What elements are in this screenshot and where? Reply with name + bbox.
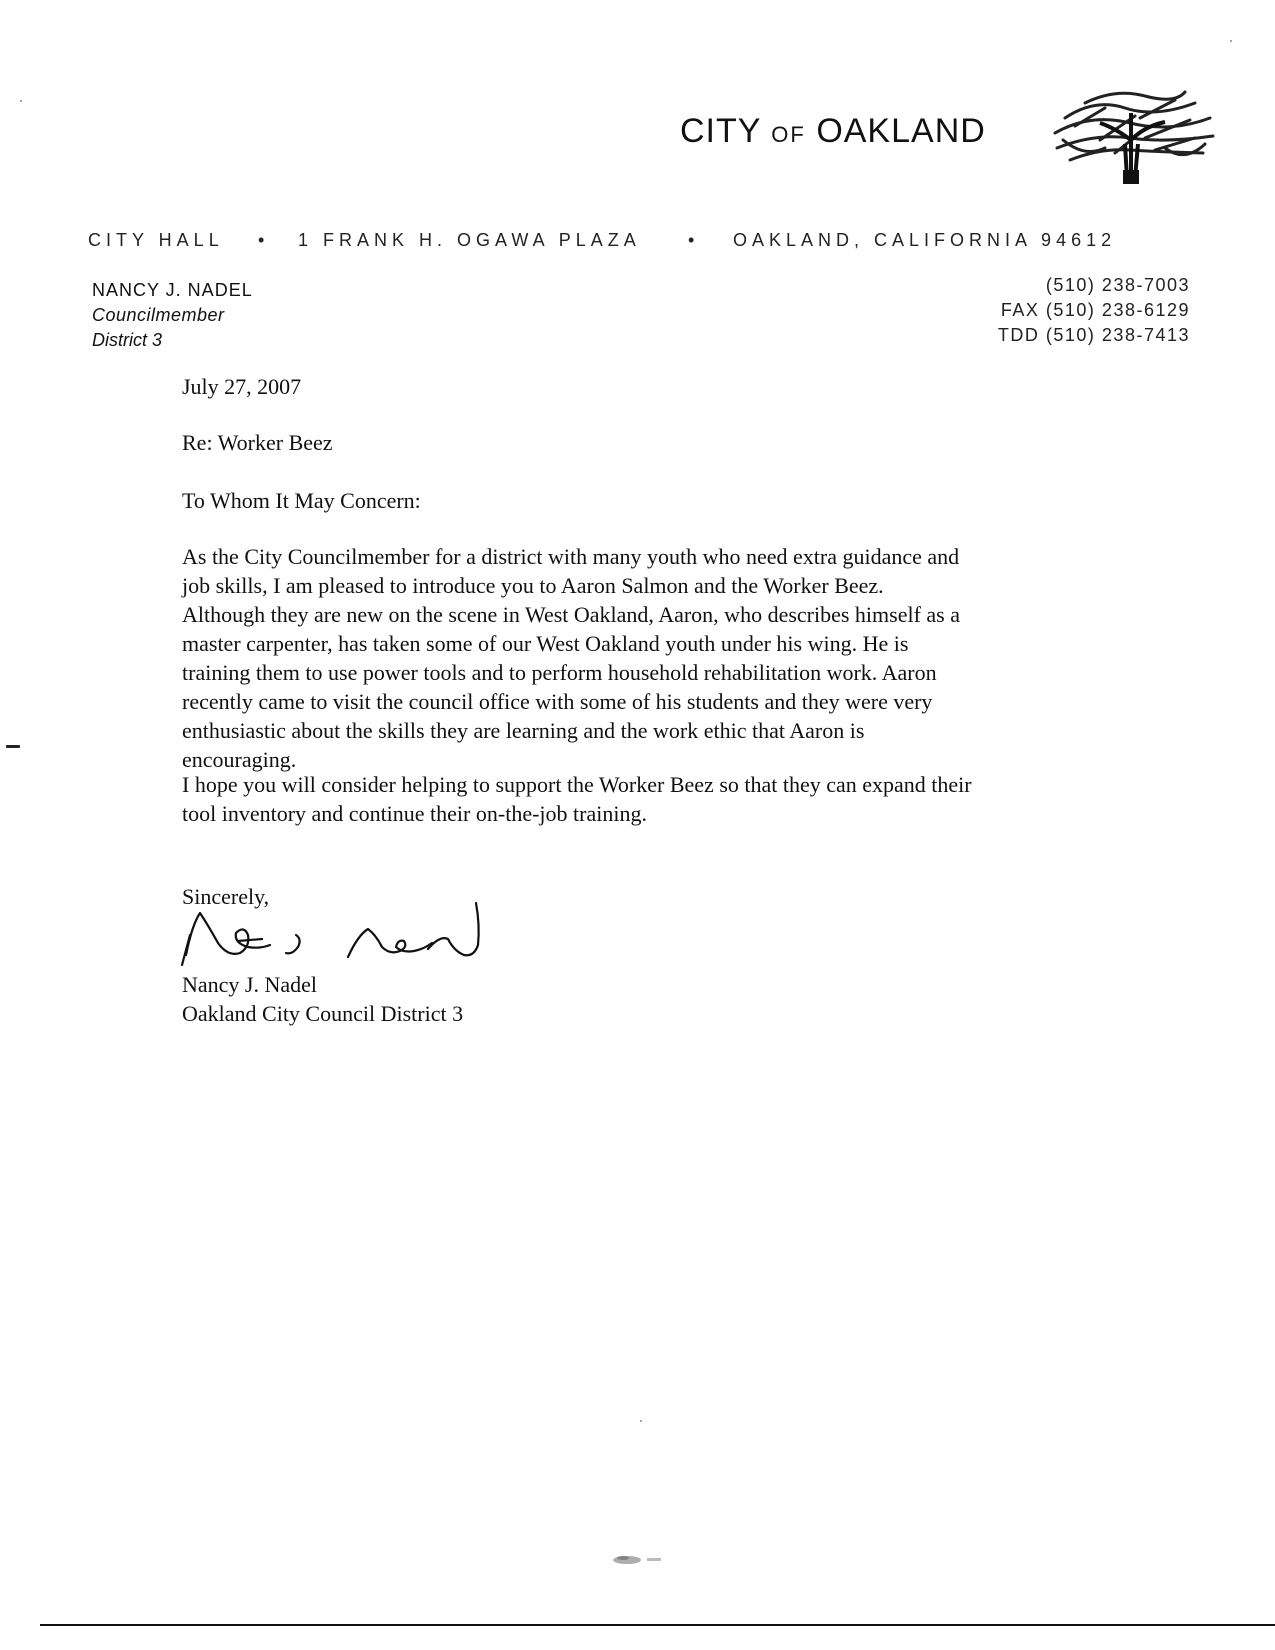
address-separator: •: [258, 230, 270, 250]
oak-tree-icon: [1045, 78, 1220, 188]
city-title-of: OF: [771, 122, 806, 147]
subject-line: Re: Worker Beez: [182, 430, 333, 455]
phone-tdd: TDD (510) 238-7413: [997, 325, 1190, 345]
letter-date: July 27, 2007: [182, 374, 302, 399]
paragraph-line: encouraging.: [182, 747, 297, 772]
scan-speck: [6, 745, 20, 748]
sender-title: Councilmember: [92, 305, 225, 325]
paragraph-line: As the City Councilmember for a district with many youth who need extra guidance and: [182, 544, 960, 569]
paragraph-line: tool inventory and continue their on-the-job training.: [182, 801, 647, 826]
scan-speck: [1230, 40, 1232, 42]
city-title-city: CITY: [680, 112, 761, 150]
address-city-state-zip: OAKLAND, CALIFORNIA 94612: [733, 230, 1117, 250]
city-title-oakland: OAKLAND: [816, 112, 986, 150]
paragraph-line: training them to use power tools and to perform household rehabilitation work. Aaron: [182, 660, 937, 685]
paragraph-line: Although they are new on the scene in West Oakland, Aaron, who describes himself as a: [182, 602, 961, 627]
paragraph-line: job skills, I am pleased to introduce you to Aaron Salmon and the Worker Beez.: [182, 573, 884, 598]
scan-speck: [640, 1420, 642, 1422]
signer-title: Oakland City Council District 3: [182, 1001, 464, 1026]
body-paragraph-2: [182, 770, 1112, 828]
body-paragraph-1: [182, 542, 1112, 774]
city-hall-address: [88, 230, 1188, 254]
salutation: To Whom It May Concern:: [182, 488, 421, 513]
phone-fax: FAX (510) 238-6129: [1000, 300, 1190, 320]
scan-smudge-mark: [605, 1550, 675, 1570]
sender-district: District 3: [92, 330, 163, 350]
signer-name: Nancy J. Nadel: [182, 972, 318, 997]
phone-main: (510) 238-7003: [1045, 275, 1190, 295]
paragraph-line: enthusiastic about the skills they are learning and the work ethic that Aaron is: [182, 718, 865, 743]
scan-bottom-border: [0, 1622, 1275, 1628]
scan-speck: [20, 100, 22, 102]
city-of-oakland-title: [680, 112, 986, 151]
closing: Sincerely,: [182, 884, 270, 909]
handwritten-signature: [178, 895, 518, 973]
paragraph-line: master carpenter, has taken some of our West Oakland youth under his wing. He is: [182, 631, 909, 656]
address-building: CITY HALL: [88, 230, 224, 250]
address-street: 1 FRANK H. OGAWA PLAZA: [298, 230, 641, 250]
paragraph-line: recently came to visit the council office with some of his students and they were very: [182, 689, 933, 714]
paragraph-line: I hope you will consider helping to support the Worker Beez so that they can expand their: [182, 772, 972, 797]
sender-name: NANCY J. NADEL: [92, 280, 253, 300]
address-separator: •: [688, 230, 700, 250]
